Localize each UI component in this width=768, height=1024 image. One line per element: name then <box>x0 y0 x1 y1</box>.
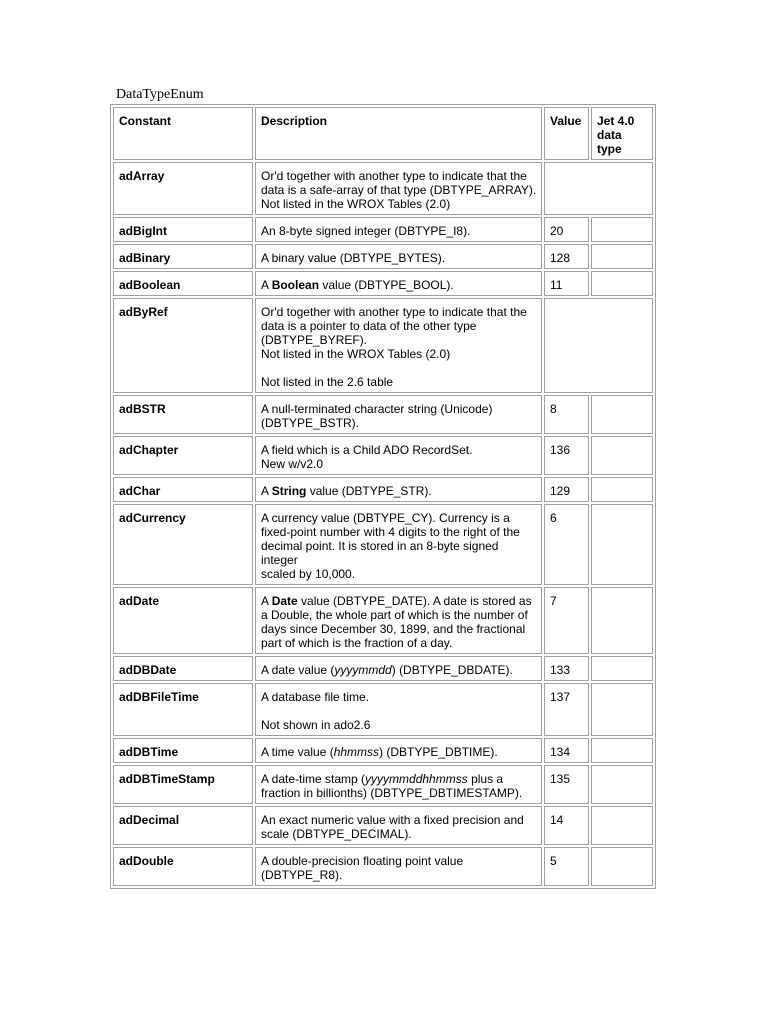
constant-cell: adDBDate <box>113 656 253 681</box>
jet-data-type-cell <box>591 477 653 502</box>
jet-data-type-cell <box>591 217 653 242</box>
jet-data-type-cell <box>591 244 653 269</box>
value-cell: 14 <box>544 806 589 845</box>
description-line: Or'd together with another type to indicate that the data is a safe-array of that type (DBTYPE_ARRAY). <box>261 169 537 197</box>
description-cell <box>255 587 542 654</box>
description-emphasis: Boolean <box>271 278 320 292</box>
description-emphasis: yyyymmddhhmmss <box>365 772 468 786</box>
constant-cell: adChar <box>113 477 253 502</box>
table-body <box>113 162 653 886</box>
description-line: A double-precision floating point value (DBTYPE_R8). <box>261 854 464 882</box>
description-cell <box>255 271 542 296</box>
description-emphasis: yyyymmdd <box>334 663 392 677</box>
description-line: A binary value (DBTYPE_BYTES). <box>261 251 446 265</box>
constant-cell: adDBTimeStamp <box>113 765 253 804</box>
description-text: value (DBTYPE_BOOL). <box>319 278 454 292</box>
table-row <box>113 765 653 804</box>
description-emphasis: hhmmss <box>333 745 380 759</box>
jet-data-type-cell <box>591 683 653 736</box>
description-line: Not shown in ado2.6 <box>261 718 371 732</box>
description-cell <box>255 436 542 475</box>
description-text: A time value ( <box>261 745 334 759</box>
description-text: A <box>261 594 272 608</box>
description-text: A <box>261 278 272 292</box>
description-line <box>261 484 537 498</box>
jet-data-type-cell <box>591 847 653 886</box>
description-line: An 8-byte signed integer (DBTYPE_I8). <box>261 224 471 238</box>
jet-data-type-cell <box>591 738 653 763</box>
description-text: A date-time stamp ( <box>261 772 366 786</box>
value-cell: 133 <box>544 656 589 681</box>
description-line <box>261 745 537 759</box>
description-line <box>261 594 537 650</box>
description-line: Not listed in the WROX Tables (2.0) <box>261 347 451 361</box>
description-cell <box>255 683 542 736</box>
value-cell: 137 <box>544 683 589 736</box>
description-cell <box>255 656 542 681</box>
table-row <box>113 587 653 654</box>
table-row <box>113 271 653 296</box>
description-text: ) (DBTYPE_DBDATE). <box>391 663 513 677</box>
header-jet-data-type: Jet 4.0 data type <box>591 107 653 160</box>
description-cell <box>255 806 542 845</box>
value-cell: 6 <box>544 504 589 585</box>
table-row <box>113 683 653 736</box>
header-constant: Constant <box>113 107 253 160</box>
table-caption: DataTypeEnum <box>116 87 204 102</box>
value-cell: 129 <box>544 477 589 502</box>
jet-data-type-cell <box>591 395 653 434</box>
description-line: A field which is a Child ADO RecordSet. <box>261 443 473 457</box>
table-row <box>113 656 653 681</box>
description-line: Not listed in the 2.6 table <box>261 375 394 389</box>
description-line: A currency value (DBTYPE_CY). Currency is a fixed-point number with 4 digits to the right of the decimal point. It is stored in an 8-byte signed integer <box>261 511 520 567</box>
datatype-enum-table <box>110 104 656 889</box>
description-cell <box>255 244 542 269</box>
value-cell: 11 <box>544 271 589 296</box>
description-emphasis: String <box>271 484 307 498</box>
description-text: plus a fraction in billionths) (DBTYPE_DBTIMESTAMP). <box>261 772 523 800</box>
description-line: Not listed in the WROX Tables (2.0) <box>261 197 451 211</box>
jet-data-type-cell <box>591 504 653 585</box>
table-row <box>113 504 653 585</box>
description-line <box>261 663 537 677</box>
description-line: A null-terminated character string (Unicode) (DBTYPE_BSTR). <box>261 402 493 430</box>
description-cell <box>255 298 542 393</box>
table-row <box>113 217 653 242</box>
value-cell: 128 <box>544 244 589 269</box>
description-line: scaled by 10,000. <box>261 567 356 581</box>
value-cell: 134 <box>544 738 589 763</box>
description-cell <box>255 477 542 502</box>
jet-data-type-cell <box>591 436 653 475</box>
description-text: A <box>261 484 272 498</box>
description-line: An exact numeric value with a fixed precision and scale (DBTYPE_DECIMAL). <box>261 813 524 841</box>
table-row <box>113 244 653 269</box>
jet-data-type-cell <box>591 587 653 654</box>
jet-data-type-cell <box>591 806 653 845</box>
jet-data-type-cell <box>591 656 653 681</box>
description-line: A database file time. <box>261 690 370 704</box>
table-row <box>113 436 653 475</box>
description-text: value (DBTYPE_DATE). A date is stored as a Double, the whole part of which is the number of days since December 30, 1899, and the fractional part of which is the fraction of a day. <box>261 594 532 650</box>
description-text: A date value ( <box>261 663 335 677</box>
description-cell <box>255 765 542 804</box>
constant-cell: adBSTR <box>113 395 253 434</box>
description-cell <box>255 162 542 215</box>
table-row <box>113 738 653 763</box>
value-cell: 136 <box>544 436 589 475</box>
header-description: Description <box>255 107 542 160</box>
description-cell <box>255 504 542 585</box>
description-text: value (DBTYPE_STR). <box>306 484 432 498</box>
description-text: ) (DBTYPE_DBTIME). <box>379 745 498 759</box>
constant-cell: adDate <box>113 587 253 654</box>
constant-cell: adDBTime <box>113 738 253 763</box>
constant-cell: adArray <box>113 162 253 215</box>
description-cell <box>255 738 542 763</box>
description-line <box>261 278 537 292</box>
value-cell: 5 <box>544 847 589 886</box>
description-emphasis: Date <box>271 594 298 608</box>
description-cell <box>255 395 542 434</box>
value-cell-empty <box>544 298 653 393</box>
constant-cell: adChapter <box>113 436 253 475</box>
description-cell <box>255 217 542 242</box>
table-row <box>113 806 653 845</box>
constant-cell: adDecimal <box>113 806 253 845</box>
jet-data-type-cell <box>591 271 653 296</box>
header-row <box>113 107 653 160</box>
table-row <box>113 162 653 215</box>
constant-cell: adCurrency <box>113 504 253 585</box>
value-cell: 8 <box>544 395 589 434</box>
description-line <box>261 772 537 800</box>
value-cell: 7 <box>544 587 589 654</box>
header-value: Value <box>544 107 589 160</box>
jet-data-type-cell <box>591 765 653 804</box>
table-row <box>113 477 653 502</box>
value-cell: 20 <box>544 217 589 242</box>
constant-cell: adBoolean <box>113 271 253 296</box>
value-cell-empty <box>544 162 653 215</box>
description-line: New w/v2.0 <box>261 457 324 471</box>
constant-cell: adBinary <box>113 244 253 269</box>
constant-cell: adDouble <box>113 847 253 886</box>
constant-cell: adByRef <box>113 298 253 393</box>
value-cell: 135 <box>544 765 589 804</box>
constant-cell: adBigInt <box>113 217 253 242</box>
description-line: Or'd together with another type to indicate that the data is a pointer to data of the other type (DBTYPE_BYREF). <box>261 305 527 347</box>
table-row <box>113 298 653 393</box>
table-row <box>113 395 653 434</box>
table-row <box>113 847 653 886</box>
description-cell <box>255 847 542 886</box>
constant-cell: adDBFileTime <box>113 683 253 736</box>
